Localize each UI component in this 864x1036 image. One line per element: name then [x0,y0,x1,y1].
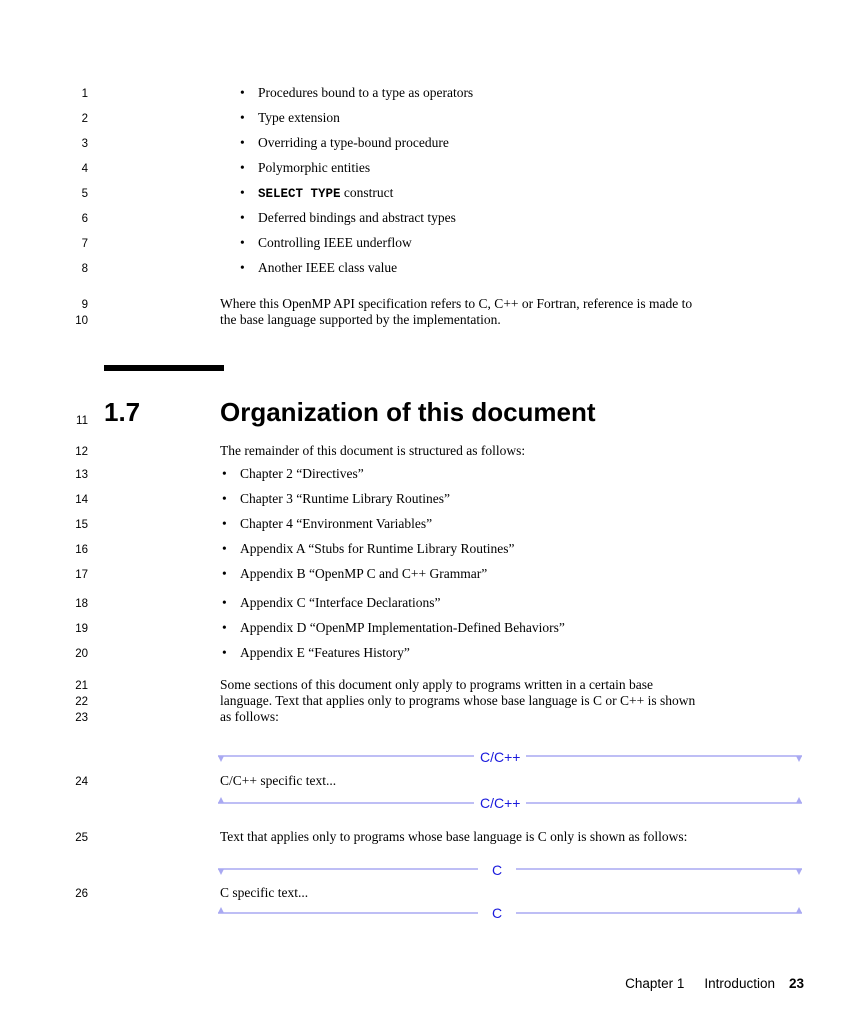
line-number: 11 [76,415,88,427]
list-item: • Deferred bindings and abstract types [240,210,456,225]
line-number: 7 [81,238,88,250]
list-item: • Another IEEE class value [240,260,398,275]
cpp-band-bottom [218,795,802,811]
cpp-band-label: C/C++ [474,795,526,811]
line-number: 2 [81,113,88,125]
page-footer [625,976,804,992]
line-number: 23 [75,712,88,724]
line-number: 24 [75,776,88,788]
list-item: • Type extension [240,110,340,125]
line-number: 13 [75,469,88,481]
line-number: 12 [75,446,88,458]
footer-title: Introduction [704,976,775,991]
c-band-label: C [478,905,516,921]
line-number: 15 [75,519,88,531]
list-item: • Polymorphic entities [240,160,371,175]
list-item: • Appendix C “Interface Declarations” [222,595,441,610]
line-number: 5 [81,188,88,200]
paragraph-line: Where this OpenMP API specification refers to C, C++ or Fortran, reference is made to [220,296,693,311]
c-band-label: C [478,862,516,878]
footer-chapter: Chapter 1 [625,976,685,991]
list-item: • Procedures bound to a type as operators [240,85,474,100]
list-item: • SELECT TYPE construct [240,185,394,201]
line-number: 9 [81,299,88,311]
line-number: 14 [75,494,88,506]
list-item: • Chapter 2 “Directives” [222,466,364,481]
line-number: 10 [75,315,88,327]
list-item: • Appendix B “OpenMP C and C++ Grammar” [222,566,488,581]
line-number: 26 [75,888,88,900]
paragraph-line: language. Text that applies only to programs whose base language is C or C++ is shown [220,693,696,708]
line-number: 17 [75,569,88,581]
line-number: 21 [75,680,88,692]
section-title: Organization of this document [220,397,596,427]
list-item: • Chapter 3 “Runtime Library Routines” [222,491,450,506]
line-number: 3 [81,138,88,150]
list-item: • Chapter 4 “Environment Variables” [222,516,433,531]
section-rule [104,365,224,371]
list-item: • Appendix D “OpenMP Implementation-Defined Behaviors” [222,620,565,635]
c-band-top [218,862,802,878]
line-number: 1 [81,88,88,100]
page-number: 23 [788,976,804,991]
list-item: • Overriding a type-bound procedure [240,135,449,150]
paragraph-line: The remainder of this document is structured as follows: [220,443,526,458]
line-number: 19 [75,623,88,635]
paragraph-line: Text that applies only to programs whose base language is C only is shown as follows: [220,829,688,844]
line-number: 20 [75,648,88,660]
list-item: • Controlling IEEE underflow [240,235,412,250]
line-number: 16 [75,544,88,556]
c-band-bottom [218,905,802,921]
cpp-specific-text: C/C++ specific text... [220,773,337,788]
paragraph-line: as follows: [220,709,279,724]
paragraph-line: Some sections of this document only apply to programs written in a certain base [220,677,654,692]
line-number: 25 [75,832,88,844]
section-number: 1.7 [104,397,141,427]
line-number: 4 [81,163,88,175]
cpp-band-label: C/C++ [474,749,526,765]
line-number: 22 [75,696,88,708]
list-item: • Appendix A “Stubs for Runtime Library Routines” [222,541,515,556]
c-specific-text: C specific text... [220,885,309,900]
code-keyword: SELECT TYPE [258,187,341,201]
line-number: 18 [75,598,88,610]
paragraph-line: the base language supported by the implementation. [220,312,501,327]
line-number: 8 [81,263,88,275]
line-number: 6 [81,213,88,225]
cpp-band-top [218,749,802,765]
list-item: • Appendix E “Features History” [222,645,410,660]
